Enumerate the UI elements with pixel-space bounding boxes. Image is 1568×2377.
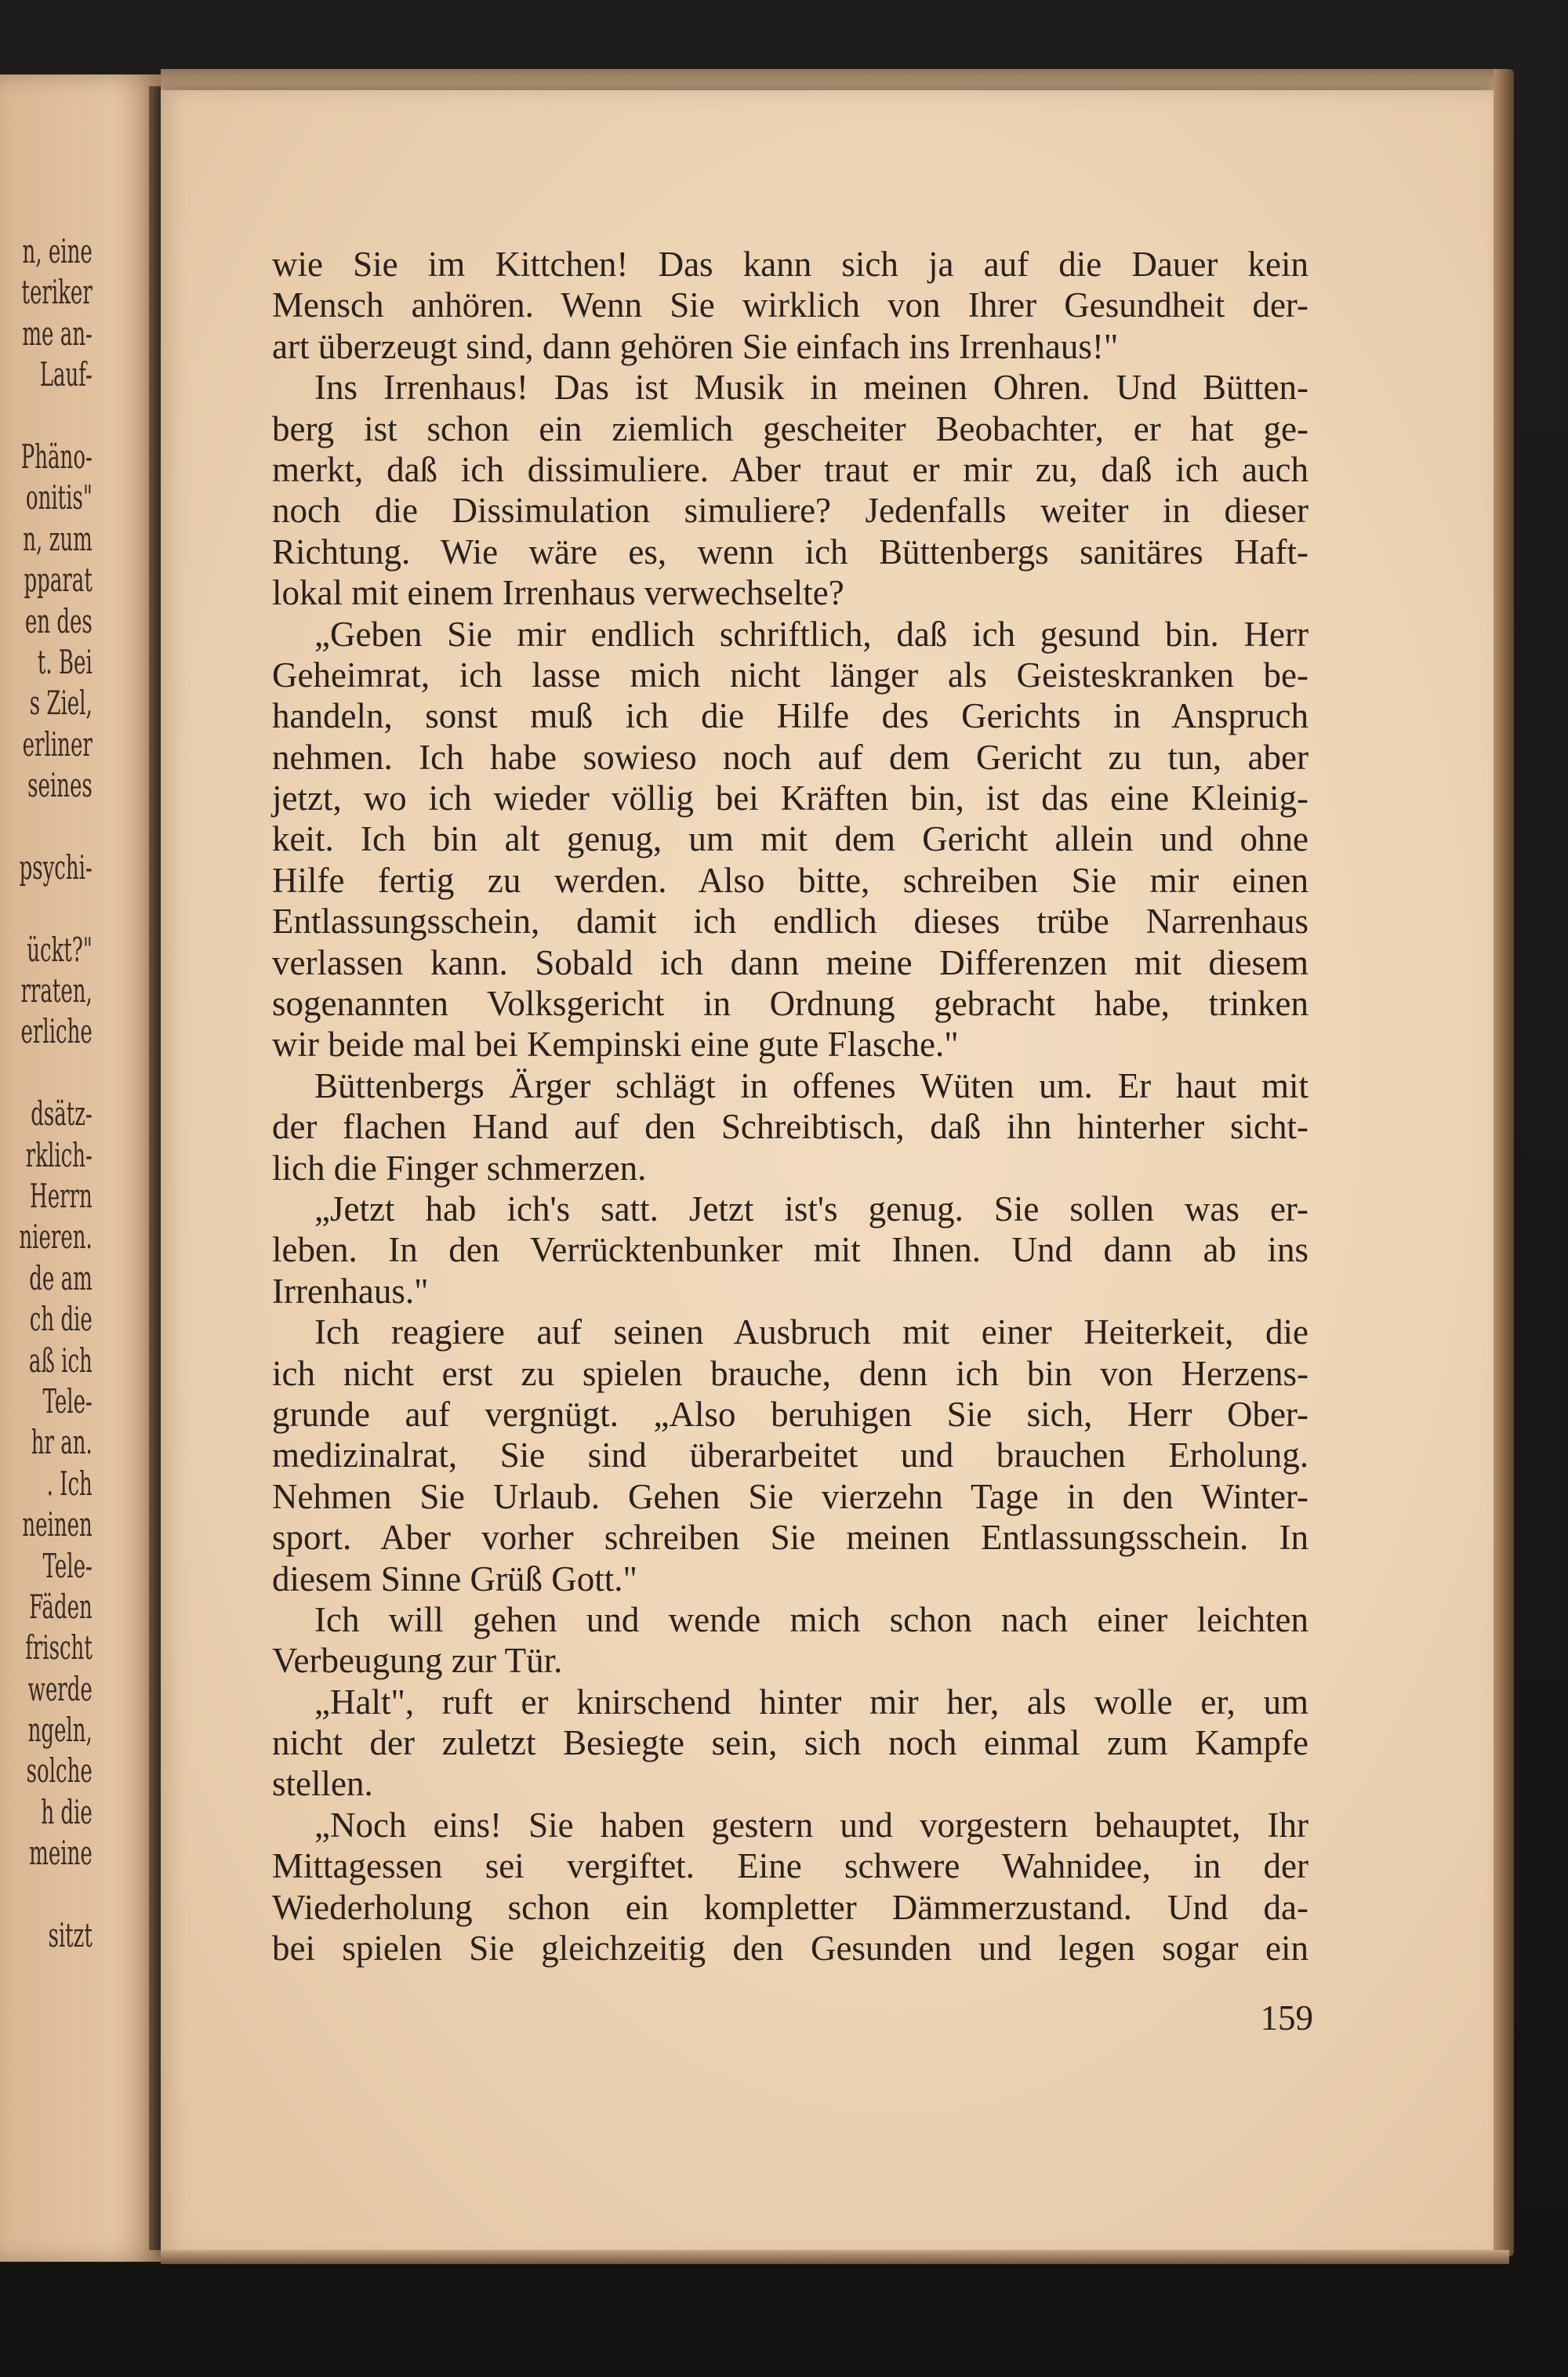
left-fragment: nieren.	[19, 1218, 93, 1257]
page-body-text	[272, 244, 1308, 1969]
text-line: der flachen Hand auf den Schreibtisch, daß ihn hinterher sicht-	[272, 1107, 1308, 1147]
left-fragment	[0, 888, 93, 929]
left-fragment: rraten,	[20, 971, 93, 1011]
text-line: sport. Aber vorher schreiben Sie meinen Entlassungsschein. In	[272, 1518, 1308, 1558]
text-line: Ich reagiere auf seinen Ausbruch mit einer Heiterkeit, die	[314, 1312, 1308, 1352]
page-stack-edge	[1494, 69, 1514, 2256]
left-fragment: aß ich	[28, 1341, 93, 1380]
left-fragment	[0, 1053, 93, 1094]
text-line: grunde auf vergnügt. „Also beruhigen Sie sich, Herr Ober-	[272, 1394, 1308, 1434]
text-line: merkt, daß ich dissimuliere. Aber traut er mir zu, daß ich auch	[272, 449, 1308, 489]
left-fragment: n, zum	[23, 519, 93, 558]
text-line: leben. In den Verrücktenbunker mit Ihnen. Und dann ab ins	[272, 1230, 1308, 1270]
text-line: „Noch eins! Sie haben gestern und vorgestern behauptet, Ihr	[314, 1805, 1308, 1845]
text-line: handeln, sonst muß ich die Hilfe des Gerichts in Anspruch	[272, 696, 1308, 736]
text-line: noch die Dissimulation simuliere? Jedenfalls weiter in dieser	[272, 491, 1308, 531]
left-page-fragments	[0, 231, 93, 1956]
text-line: lokal mit einem Irrenhaus verwechselte?	[272, 573, 844, 613]
left-fragment: en des	[24, 601, 93, 641]
text-line: Mensch anhören. Wenn Sie wirklich von Ihrer Gesundheit der-	[272, 285, 1308, 325]
left-fragment: ückt?"	[27, 930, 93, 969]
text-line: Mittagessen sei vergiftet. Eine schwere Wahnidee, in der	[272, 1846, 1308, 1886]
left-fragment: teriker	[21, 273, 93, 312]
text-line: lich die Finger schmerzen.	[272, 1148, 647, 1188]
text-line: Entlassungsschein, damit ich endlich dieses trübe Narrenhaus	[272, 902, 1308, 942]
text-line: „Halt", ruft er knirschend hinter mir her, als wolle er, um	[314, 1682, 1308, 1722]
text-line: wir beide mal bei Kempinski eine gute Flasche."	[272, 1025, 959, 1065]
left-fragment	[0, 396, 93, 437]
left-fragment: de am	[29, 1258, 93, 1297]
text-line: diesem Sinne Grüß Gott."	[272, 1559, 637, 1599]
left-fragment: frischt	[25, 1628, 93, 1668]
text-line: ich nicht erst zu spielen brauche, denn ich bin von Herzens-	[272, 1353, 1308, 1393]
text-line: Nehmen Sie Urlaub. Gehen Sie vierzehn Tage in den Winter-	[272, 1476, 1308, 1516]
left-fragment: neinen	[22, 1505, 93, 1544]
left-page	[0, 74, 161, 2262]
page-bottom-edge	[161, 2250, 1509, 2264]
text-line: „Jetzt hab ich's satt. Jetzt ist's genug. Sie sollen was er-	[314, 1188, 1308, 1228]
text-line: Ich will gehen und wende mich schon nach einer leichten	[314, 1599, 1308, 1639]
text-line: verlassen kann. Sobald ich dann meine Differenzen mit diesem	[272, 942, 1308, 982]
left-fragment: sitzt	[48, 1916, 93, 1955]
text-line: Büttenbergs Ärger schlägt in offenes Wüten um. Er haut mit	[314, 1065, 1308, 1105]
left-fragment: me an-	[22, 314, 93, 353]
left-fragment: solche	[26, 1751, 93, 1791]
left-fragment	[0, 1874, 93, 1915]
text-line: wie Sie im Kittchen! Das kann sich ja auf die Dauer kein	[272, 245, 1308, 284]
text-line: Richtung. Wie wäre es, wenn ich Büttenbergs sanitäres Haft-	[272, 532, 1308, 572]
text-line: stellen.	[272, 1764, 373, 1804]
text-line: Verbeugung zur Tür.	[272, 1641, 563, 1681]
text-line: jetzt, wo ich wieder völlig bei Kräften bin, ist das eine Kleinig-	[272, 778, 1308, 818]
left-fragment: Tele-	[42, 1381, 93, 1421]
left-fragment: s Ziel,	[29, 684, 93, 723]
left-fragment: Fäden	[29, 1587, 93, 1626]
text-line: keit. Ich bin alt genug, um mit dem Gericht allein und ohne	[272, 819, 1308, 859]
left-fragment: h die	[41, 1792, 93, 1831]
left-fragment: ch die	[29, 1300, 93, 1339]
left-fragment	[0, 806, 93, 847]
text-line: nehmen. Ich habe sowieso noch auf dem Gericht zu tun, aber	[272, 737, 1308, 777]
left-fragment: Herrn	[30, 1176, 93, 1215]
page-top-edge	[161, 69, 1509, 93]
left-fragment: seines	[27, 766, 93, 805]
text-line: sogenannten Volksgericht in Ordnung gebracht habe, trinken	[272, 984, 1308, 1024]
left-fragment: onitis"	[25, 478, 93, 517]
left-fragment: Tele-	[42, 1546, 93, 1585]
left-fragment: t. Bei	[37, 642, 93, 681]
text-line: bei spielen Sie gleichzeitig den Gesunden und legen sogar ein	[272, 1929, 1308, 1969]
page-number: 159	[1260, 1998, 1313, 2038]
text-line: nicht der zuletzt Besiegte sein, sich noch einmal zum Kampfe	[272, 1723, 1308, 1763]
text-line: Geheimrat, ich lasse mich nicht länger als Geisteskranken be-	[272, 655, 1308, 695]
text-line: Irrenhaus."	[272, 1271, 429, 1311]
left-fragment: ngeln,	[27, 1711, 93, 1750]
text-line: medizinalrat, Sie sind überarbeitet und brauchen Erholung.	[272, 1435, 1308, 1475]
text-line: Ins Irrenhaus! Das ist Musik in meinen Ohren. Und Bütten-	[314, 368, 1308, 408]
left-fragment: hr an.	[31, 1423, 93, 1462]
left-fragment: Phäno-	[20, 437, 93, 476]
left-fragment: . Ich	[46, 1464, 93, 1503]
left-fragment: Lauf-	[39, 355, 93, 394]
left-fragment: pparat	[24, 561, 93, 600]
left-fragment: psychi-	[19, 847, 93, 887]
left-fragment: meine	[29, 1834, 93, 1873]
text-line: „Geben Sie mir endlich schriftlich, daß ich gesund bin. Herr	[314, 614, 1308, 654]
text-line: Wiederholung schon ein kompletter Dämmerzustand. Und da-	[272, 1887, 1308, 1927]
text-line: berg ist schon ein ziemlich gescheiter Beobachter, er hat ge-	[272, 408, 1308, 448]
text-line: art überzeugt sind, dann gehören Sie einfach ins Irrenhaus!"	[272, 326, 1119, 366]
left-fragment: n, eine	[22, 232, 93, 270]
left-fragment: erliche	[20, 1012, 93, 1051]
left-fragment: dsätz-	[31, 1094, 93, 1134]
left-fragment: werde	[27, 1669, 93, 1708]
text-line: Hilfe fertig zu werden. Also bitte, schreiben Sie mir einen	[272, 860, 1308, 900]
left-fragment: erliner	[22, 724, 93, 764]
left-fragment: rklich-	[25, 1135, 93, 1174]
